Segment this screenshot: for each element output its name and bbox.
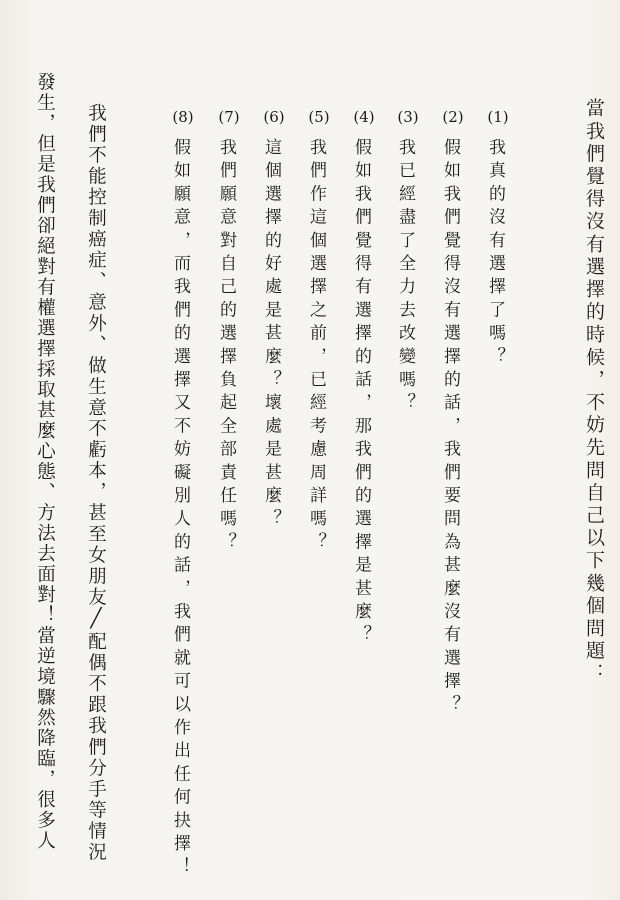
question-4-number: (4) [353, 108, 375, 126]
question-2-number: (2) [442, 108, 464, 126]
question-3-text: 我已經盡了全力去改變嗎？ [395, 138, 415, 417]
paragraph-line-1: 我們不能控制癌症、意外、做生意不虧本，甚至女朋友╱配偶不跟我們分手等情況 [85, 103, 107, 864]
question-8-text: 假如願意，而我們的選擇又不妨礙別人的話，我們就可以作出任何抉擇！ [170, 138, 190, 881]
question-4-text: 假如我們覺得有選擇的話，那我們的選擇是甚麼？ [351, 138, 371, 649]
question-6-text: 這個選擇的好處是甚麼？壞處是甚麼？ [261, 138, 281, 533]
intro-line: 當我們覺得沒有選擇的時候，不妨先問自己以下幾個問題： [583, 98, 605, 686]
question-5-number: (5) [308, 108, 330, 126]
question-5-text: 我們作這個選擇之前，已經考慮周詳嗎？ [306, 138, 326, 556]
question-7-text: 我們願意對自己的選擇負起全部責任嗎？ [216, 138, 236, 556]
question-3-number: (3) [397, 108, 419, 126]
question-6-number: (6) [263, 108, 285, 126]
question-7-number: (7) [218, 108, 240, 126]
question-1-text: 我真的沒有選擇了嗎？ [485, 138, 505, 370]
question-2-text: 假如我們覺得沒有選擇的話，我們要問為甚麼沒有選擇？ [440, 138, 460, 718]
question-8-number: (8) [172, 108, 194, 126]
question-1-number: (1) [487, 108, 509, 126]
paragraph-line-2: 發生，但是我們卻絕對有權選擇採取甚麼心態、方法去面對！當逆境驟然降臨，很多人 [34, 72, 56, 851]
